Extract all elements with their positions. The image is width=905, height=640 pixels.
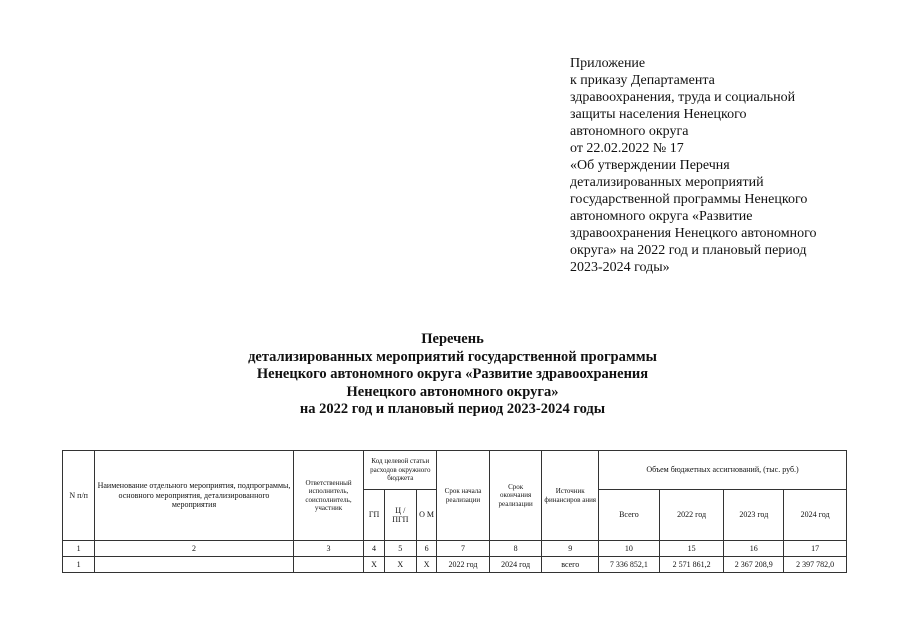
appendix-line: округа» на 2022 год и плановый период (570, 243, 807, 258)
appendix-line: от 22.02.2022 № 17 (570, 141, 684, 156)
measures-table (62, 450, 847, 573)
row-total: 7 336 852,1 (599, 557, 660, 573)
header-end: Срок окончания реализации (489, 451, 542, 541)
header-executor: Ответственный исполнитель, соисполнитель, участник (293, 451, 364, 541)
header-2023: 2023 год (724, 490, 784, 541)
title-line: Ненецкого автономного округа» (346, 383, 559, 400)
header-2024: 2024 год (784, 490, 847, 541)
appendix-line: здравоохранения, труда и социальной (570, 90, 796, 105)
header-cpgp: Ц / ПГП (384, 490, 416, 541)
appendix-line: автономного округа «Развитие (570, 209, 753, 224)
appendix-line: государственной программы Ненецкого (570, 192, 808, 207)
header-num: N п/п (63, 451, 95, 541)
header-om: О М (416, 490, 436, 541)
header-name: Наименование отдельного мероприятия, подпрограммы, основного мероприятия, детализированного мероприятия (95, 451, 293, 541)
row-2024: 2 397 782,0 (784, 557, 847, 573)
column-number: 3 (293, 541, 364, 557)
table-row (63, 557, 847, 573)
row-name (95, 557, 293, 573)
column-number-row (63, 541, 847, 557)
appendix-line: Приложение (570, 56, 646, 71)
appendix-line: 2023-2024 годы» (570, 260, 670, 275)
title-line: детализированных мероприятий государственной программы (248, 348, 657, 365)
column-number: 7 (437, 541, 490, 557)
document-title (0, 331, 905, 419)
row-cpgp: Х (384, 557, 416, 573)
title-line: на 2022 год и плановый период 2023-2024 годы (299, 401, 606, 417)
appendix-line: защиты населения Ненецкого (570, 107, 747, 122)
row-num: 1 (63, 557, 95, 573)
row-2022: 2 571 861,2 (659, 557, 724, 573)
row-start: 2022 год (437, 557, 490, 573)
row-om: Х (416, 557, 436, 573)
appendix-line: здравоохранения Ненецкого автономного (570, 226, 817, 241)
row-executor (293, 557, 364, 573)
row-gp: Х (364, 557, 384, 573)
header-start: Срок начала реализации (437, 451, 490, 541)
appendix-line: «Об утверждении Перечня (570, 158, 730, 173)
column-number: 6 (416, 541, 436, 557)
appendix-line: к приказу Департамента (570, 73, 715, 88)
row-end: 2024 год (489, 557, 542, 573)
header-gp: ГП (364, 490, 384, 541)
title-line: Ненецкого автономного округа «Развитие здравоохранения (256, 366, 649, 382)
header-volume: Объем бюджетных ассигнований, (тыс. руб.) (599, 451, 847, 490)
appendix-line: детализированных мероприятий (570, 175, 764, 190)
column-number: 4 (364, 541, 384, 557)
header-total: Всего (599, 490, 660, 541)
header-budget-code: Код целевой статьи расходов окружного бюджета (364, 451, 437, 490)
appendix-line: автономного округа (570, 124, 689, 139)
column-number: 10 (599, 541, 660, 557)
column-number: 15 (659, 541, 724, 557)
header-row (63, 451, 847, 490)
header-2022: 2022 год (659, 490, 724, 541)
row-source: всего (542, 557, 599, 573)
column-number: 1 (63, 541, 95, 557)
header-source: Источник финансиров ания (542, 451, 599, 541)
title-line: Перечень (421, 331, 484, 347)
column-number: 17 (784, 541, 847, 557)
column-number: 2 (95, 541, 293, 557)
column-number: 8 (489, 541, 542, 557)
row-2023: 2 367 208,9 (724, 557, 784, 573)
appendix-block (570, 55, 870, 276)
column-number: 16 (724, 541, 784, 557)
column-number: 9 (542, 541, 599, 557)
column-number: 5 (384, 541, 416, 557)
